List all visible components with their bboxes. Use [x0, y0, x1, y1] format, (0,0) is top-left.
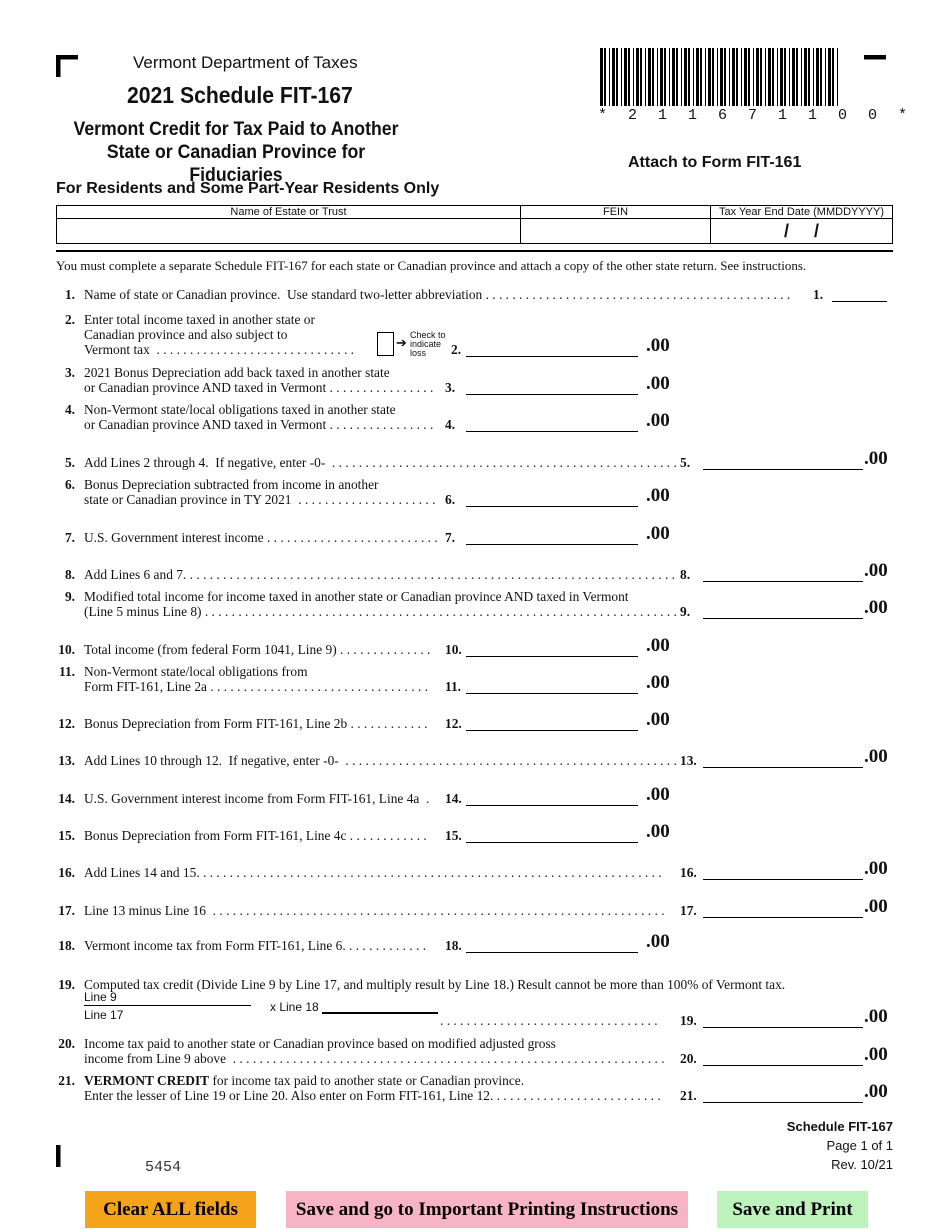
amount-field[interactable] — [466, 380, 638, 395]
line-reference: 13. — [680, 753, 697, 768]
line-number: 21. — [58, 1073, 75, 1088]
residency-note: For Residents and Some Part-Year Residents Only — [56, 180, 440, 197]
amount-field[interactable] — [466, 642, 638, 657]
line-number: 18. — [58, 938, 75, 953]
barcode-bar — [688, 48, 690, 106]
barcode-text: * 2 1 1 6 7 1 1 0 0 * — [598, 107, 914, 124]
line-reference: 19. — [680, 1013, 697, 1028]
line-number: 10. — [58, 642, 75, 657]
line-number: 7. — [64, 530, 75, 545]
amount-field[interactable] — [466, 938, 638, 953]
barcode-bar — [604, 48, 606, 106]
line-text: state or Canadian province in TY 2021 . . . . . . . . . . . . . . . . . . . . . — [84, 492, 436, 507]
cents-label: .00 — [646, 784, 670, 805]
line-text: Bonus Depreciation from Form FIT-161, Line 2b . . . . . . . . . . . . — [84, 716, 428, 731]
line-reference: 3. — [445, 380, 456, 395]
cents-label: .00 — [864, 1044, 888, 1065]
cents-label: .00 — [864, 896, 888, 917]
form-title — [69, 118, 404, 187]
barcode-bar — [820, 48, 822, 106]
barcode-bar — [792, 48, 795, 106]
barcode-bar — [796, 48, 798, 106]
line-number: 12. — [58, 716, 75, 731]
line-number: 19. — [58, 977, 75, 992]
line-number: 11. — [59, 664, 75, 679]
line-reference: 11. — [445, 679, 461, 694]
line-text-bold: VERMONT CREDIT — [84, 1073, 210, 1088]
barcode-bar — [717, 48, 718, 106]
line-reference: 16. — [680, 865, 697, 880]
schedule-title: 2021 Schedule FIT-167 — [127, 82, 353, 108]
line-reference: 8. — [680, 567, 691, 582]
line-18-field[interactable] — [322, 1012, 438, 1014]
line-text: Add Lines 14 and 15. . . . . . . . . . . . . . . . . . . . . . . . . . . . . . . . . . . . . . . . . . . . . . . . . . . . . . . . . . . . . . . . . . . . . . — [84, 865, 662, 880]
line-reference: 9. — [680, 604, 691, 619]
name-label: Name of Estate or Trust — [57, 206, 521, 219]
barcode-bar — [693, 48, 694, 106]
line-text: Form FIT-161, Line 2a . . . . . . . . . . . . . . . . . . . . . . . . . . . . . . . . . — [84, 679, 428, 694]
barcode-bar — [744, 48, 747, 106]
barcode-bar — [672, 48, 675, 106]
line-text: Add Lines 6 and 7. . . . . . . . . . . . . . . . . . . . . . . . . . . . . . . . . . . . . . . . . . . . . . . . . . . . . . . . . . . . . . . . . . . . . . . . . . — [84, 567, 676, 582]
tax-year-end-field[interactable]: / / — [711, 219, 893, 244]
line-text: Bonus Depreciation from Form FIT-161, Line 4c . . . . . . . . . . . . — [84, 828, 427, 843]
line-reference: 10. — [445, 642, 462, 657]
line-number: 13. — [58, 753, 75, 768]
amount-field[interactable] — [466, 417, 638, 432]
barcode-bar — [825, 48, 826, 106]
amount-field[interactable] — [466, 530, 638, 545]
save-and-print-button[interactable]: Save and Print — [717, 1191, 868, 1228]
line-text: Enter the lesser of Line 19 or Line 20. Also enter on Form FIT-161, Line 12. . . . . . . . . . . . . . . . . . . . . . . . . . — [84, 1088, 661, 1103]
barcode-bar — [657, 48, 658, 106]
line-number: 6. — [64, 477, 75, 492]
line-text: U.S. Government interest income . . . . . . . . . . . . . . . . . . . . . . . . . . — [84, 530, 438, 545]
line-text: or Canadian province AND taxed in Vermont . . . . . . . . . . . . . . . . — [84, 417, 434, 432]
amount-field[interactable] — [466, 679, 638, 694]
corner-mark-bottom-left — [56, 1145, 78, 1167]
barcode-bar — [720, 48, 723, 106]
amount-field[interactable] — [703, 604, 863, 619]
barcode-bar — [753, 48, 754, 106]
amount-field[interactable] — [703, 567, 863, 582]
barcode-bar — [640, 48, 642, 106]
barcode-bar — [669, 48, 670, 106]
barcode-bar — [705, 48, 706, 106]
cents-label: .00 — [646, 635, 670, 656]
amount-field[interactable] — [703, 753, 863, 768]
amount-field[interactable] — [466, 828, 638, 843]
line-reference: 2. — [451, 342, 462, 357]
barcode-bar — [789, 48, 790, 106]
barcode-bar — [652, 48, 654, 106]
line-number: 15. — [58, 828, 75, 843]
amount-field[interactable] — [466, 342, 638, 357]
identification-table — [56, 205, 893, 244]
barcode-bar — [624, 48, 627, 106]
instructions-note: You must complete a separate Schedule FIT-167 for each state or Canadian province and attach a copy of the other state return. See instructions. — [56, 258, 807, 273]
barcode — [600, 48, 842, 106]
cents-label: .00 — [864, 858, 888, 879]
barcode-bar — [808, 48, 810, 106]
estate-name-field[interactable] — [57, 219, 521, 244]
line-reference: 17. — [680, 903, 697, 918]
clear-all-button[interactable]: Clear ALL fields — [85, 1191, 256, 1228]
cents-label: .00 — [646, 335, 670, 356]
amount-field[interactable] — [703, 1051, 863, 1066]
cents-label: .00 — [646, 373, 670, 394]
line-text: Total income (from federal Form 1041, Line 9) . . . . . . . . . . . . . . — [84, 642, 431, 657]
line-text: Non-Vermont state/local obligations from — [84, 664, 308, 679]
cents-label: .00 — [864, 1006, 888, 1027]
form-title-line1: Vermont Credit for Tax Paid to Another — [73, 119, 399, 140]
barcode-bar — [828, 48, 831, 106]
barcode-bar — [804, 48, 807, 106]
line-number: 9. — [64, 589, 75, 604]
footer-schedule: Schedule FIT-167 — [786, 1119, 893, 1134]
line-reference: 12. — [445, 716, 462, 731]
attach-note: Attach to Form FIT-161 — [628, 154, 802, 171]
divider — [56, 250, 893, 252]
department-name: Vermont Department of Taxes — [133, 53, 358, 72]
barcode-bar — [616, 48, 618, 106]
cents-label: .00 — [864, 560, 888, 581]
barcode-bar — [648, 48, 651, 106]
barcode-bar — [660, 48, 663, 106]
line-text: Enter total income taxed in another state or — [84, 312, 315, 327]
cents-label: .00 — [646, 931, 670, 952]
fraction-numerator: Line 9 — [84, 990, 117, 1004]
line-reference: 18. — [445, 938, 462, 953]
cents-label: .00 — [646, 410, 670, 431]
barcode-bar — [609, 48, 610, 106]
barcode-bar — [780, 48, 783, 106]
line-text — [84, 1073, 524, 1088]
barcode-bar — [708, 48, 711, 106]
times-line-18: x Line 18 — [270, 1000, 319, 1014]
cents-label: .00 — [864, 746, 888, 767]
cents-label: .00 — [646, 709, 670, 730]
barcode-bar — [621, 48, 622, 106]
line-reference: 6. — [445, 492, 456, 507]
barcode-bar — [801, 48, 802, 106]
barcode-bar — [612, 48, 615, 106]
amount-field[interactable] — [703, 455, 863, 470]
line-number: 3. — [64, 365, 75, 380]
barcode-bar — [813, 48, 814, 106]
arrow-left-icon: ➔ — [396, 335, 407, 350]
barcode-bar — [628, 48, 630, 106]
barcode-bar — [760, 48, 762, 106]
barcode-bar — [777, 48, 778, 106]
line-text: 2021 Bonus Depreciation add back taxed in another state — [84, 365, 390, 380]
line-text: income from Line 9 above . . . . . . . . . . . . . . . . . . . . . . . . . . . . . . . . . . . . . . . . . . . . . . . . . . . . . . . . . . . . . . . . . — [84, 1051, 665, 1066]
cents-label: .00 — [646, 523, 670, 544]
line-text: Add Lines 10 through 12. If negative, enter -0- . . . . . . . . . . . . . . . . . . . . . . . . . . . . . . . . . . . . . . . . . . . . . . . . . . — [84, 753, 677, 768]
line-text: or Canadian province AND taxed in Vermont . . . . . . . . . . . . . . . . — [84, 380, 434, 395]
barcode-bar — [748, 48, 750, 106]
amount-field[interactable] — [703, 865, 863, 880]
cents-label: .00 — [646, 821, 670, 842]
line-reference: 1. — [813, 287, 824, 302]
fein-field[interactable] — [521, 219, 711, 244]
barcode-bar — [600, 48, 603, 106]
line-reference: 5. — [680, 455, 691, 470]
save-printing-instructions-button[interactable]: Save and go to Important Printing Instructions — [286, 1191, 688, 1228]
barcode-bar — [784, 48, 786, 106]
barcode-bar — [664, 48, 666, 106]
cents-label: .00 — [864, 1081, 888, 1102]
cents-label: .00 — [864, 597, 888, 618]
barcode-bar — [636, 48, 639, 106]
barcode-bar — [684, 48, 687, 106]
line-reference: 21. — [680, 1088, 697, 1103]
cents-label: .00 — [864, 448, 888, 469]
fein-label: FEIN — [521, 206, 711, 219]
line-text: Income tax paid to another state or Canadian province based on modified adjusted gross — [84, 1036, 556, 1051]
footer-page: Page 1 of 1 — [826, 1138, 893, 1153]
line-text: Computed tax credit (Divide Line 9 by Line 17, and multiply result by Line 18.) Result cannot be more than 100% of Vermont tax. — [84, 977, 786, 992]
corner-mark-top-left — [56, 55, 78, 77]
line-number: 14. — [58, 791, 75, 806]
line-reference: 4. — [445, 417, 456, 432]
line-text: Non-Vermont state/local obligations taxed in another state — [84, 402, 396, 417]
loss-checkbox[interactable] — [377, 332, 394, 356]
line-text: Name of state or Canadian province. Use standard two-letter abbreviation . . . . . . . . . . . . . . . . . . . . . . . . . . . . . . . . . . . . . . . . . . . . . . — [84, 287, 791, 302]
cents-label: .00 — [646, 672, 670, 693]
barcode-bar — [832, 48, 834, 106]
barcode-bar — [772, 48, 774, 106]
line-text: Canadian province and also subject to — [84, 327, 288, 342]
amount-field[interactable] — [466, 791, 638, 806]
line-reference: 7. — [445, 530, 456, 545]
line-text: Add Lines 2 through 4. If negative, enter -0- . . . . . . . . . . . . . . . . . . . . . . . . . . . . . . . . . . . . . . . . . . . . . . . . . . . . — [84, 455, 677, 470]
barcode-bar — [696, 48, 699, 106]
barcode-bar — [724, 48, 726, 106]
barcode-bar — [732, 48, 735, 106]
barcode-bar — [816, 48, 819, 106]
line-number: 17. — [58, 903, 75, 918]
line-text: Vermont income tax from Form FIT-161, Line 6. . . . . . . . . . . . . — [84, 938, 427, 953]
barcode-bar — [676, 48, 678, 106]
line-reference: 15. — [445, 828, 462, 843]
barcode-bar — [700, 48, 702, 106]
barcode-bar — [768, 48, 771, 106]
barcode-bar — [645, 48, 646, 106]
line-text: Vermont tax . . . . . . . . . . . . . . . . . . . . . . . . . . . . . . — [84, 342, 355, 357]
line-number: 1. — [64, 287, 75, 302]
form-code: 5454 — [145, 1159, 182, 1176]
line-text: Modified total income for income taxed in another state or Canadian province AND taxed in Vermont — [84, 589, 629, 604]
amount-field[interactable] — [703, 1088, 863, 1103]
barcode-bar — [837, 48, 838, 106]
line-reference: 20. — [680, 1051, 697, 1066]
line-number: 16. — [58, 865, 75, 880]
line-text: U.S. Government interest income from Form FIT-161, Line 4a . — [84, 791, 430, 806]
loss-checkbox-label: Check to indicate loss — [410, 330, 446, 358]
amount-field[interactable] — [466, 492, 638, 507]
tax-year-label: Tax Year End Date (MMDDYYYY) — [711, 206, 893, 219]
line-text: Line 13 minus Line 16 . . . . . . . . . . . . . . . . . . . . . . . . . . . . . . . . . . . . . . . . . . . . . . . . . . . . . . . . . . . . . . . . . . . . — [84, 903, 665, 918]
barcode-bar — [729, 48, 730, 106]
amount-field[interactable] — [703, 1013, 863, 1028]
amount-field[interactable] — [466, 716, 638, 731]
amount-field[interactable] — [703, 903, 863, 918]
fraction-bar — [84, 1005, 251, 1006]
line-text: . . . . . . . . . . . . . . . . . . . . . . . . . . . . . . . . . — [440, 1013, 658, 1028]
line-reference: 14. — [445, 791, 462, 806]
line-number: 5. — [64, 455, 75, 470]
line-text-rest: for income tax paid to another state or Canadian province. — [209, 1073, 525, 1088]
barcode-bar — [712, 48, 714, 106]
barcode-bar — [681, 48, 682, 106]
line-number: 2. — [64, 312, 75, 327]
fraction-denominator: Line 17 — [84, 1008, 124, 1022]
barcode-bar — [736, 48, 738, 106]
corner-mark-top-right — [864, 55, 886, 77]
amount-field[interactable] — [832, 287, 887, 302]
cents-label: .00 — [646, 485, 670, 506]
barcode-bar — [765, 48, 766, 106]
barcode-bar — [741, 48, 742, 106]
line-number: 4. — [64, 402, 75, 417]
line-number: 20. — [58, 1036, 75, 1051]
line-text: (Line 5 minus Line 8) . . . . . . . . . . . . . . . . . . . . . . . . . . . . . . . . . . . . . . . . . . . . . . . . . . . . . . . . . . . . . . . . . . . . . . . — [84, 604, 677, 619]
footer-rev: Rev. 10/21 — [831, 1157, 893, 1172]
line-text: Bonus Depreciation subtracted from income in another — [84, 477, 379, 492]
form-title-line2: State or Canadian Province for Fiduciaries — [106, 142, 366, 186]
barcode-bar — [756, 48, 759, 106]
line-number: 8. — [64, 567, 75, 582]
barcode-bar — [633, 48, 634, 106]
